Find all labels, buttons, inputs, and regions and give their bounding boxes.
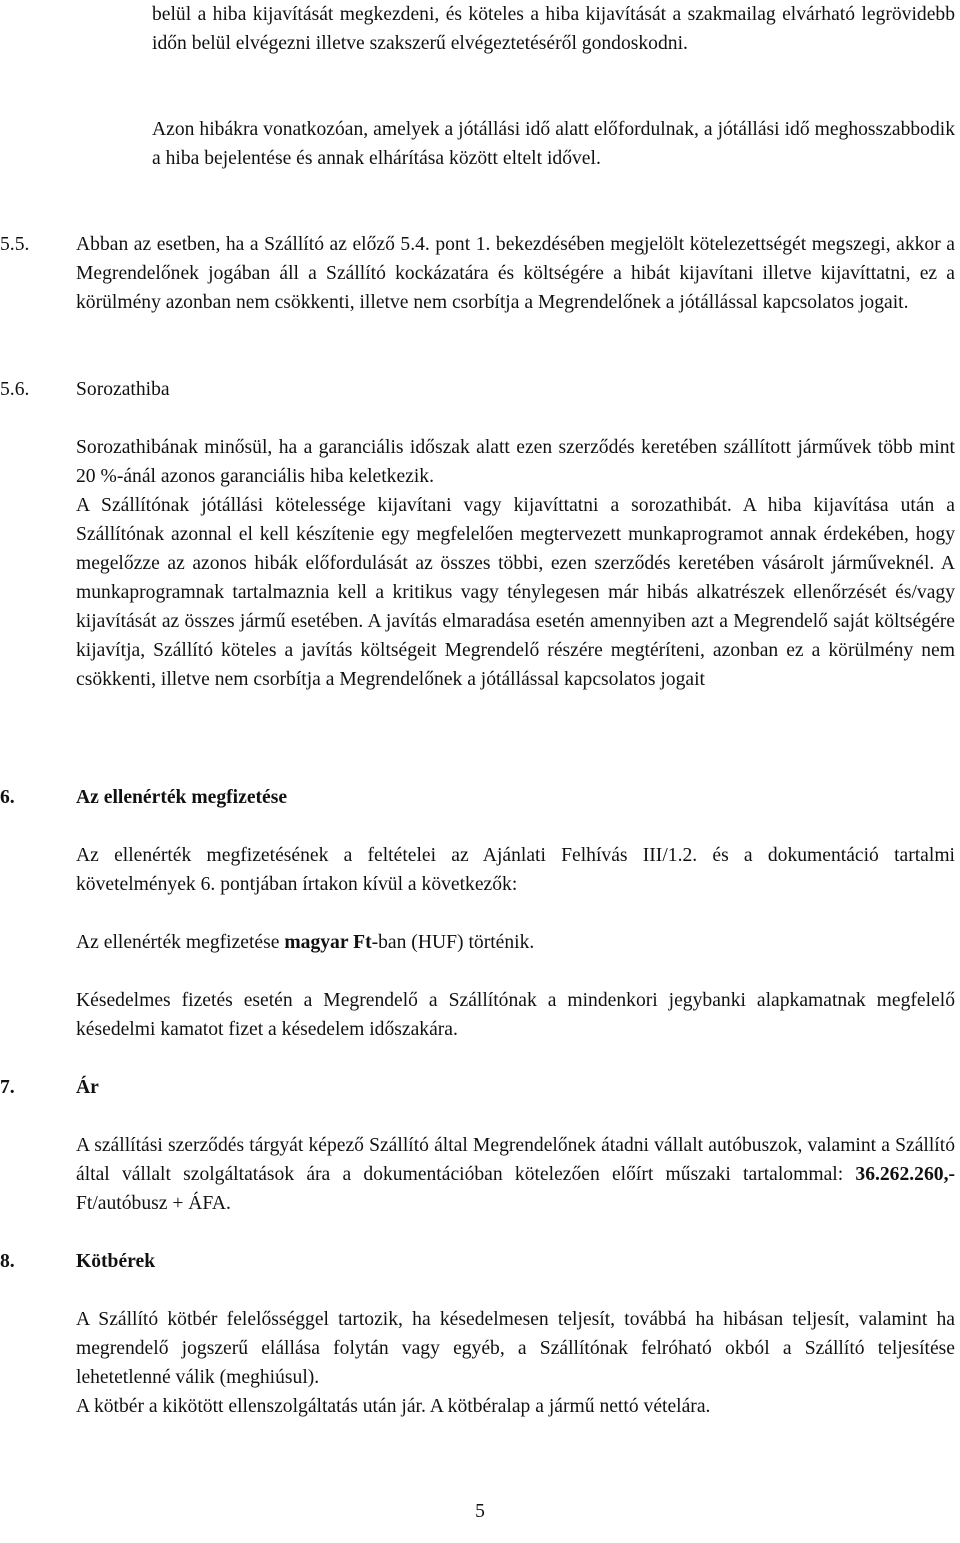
section-6-currency-bold: magyar Ft xyxy=(284,932,372,953)
section-7-heading xyxy=(0,1073,99,1102)
section-6-late-payment: Késedelmes fizetés esetén a Megrendelő a Szállítónak a mindenkori jegybanki alapkamatnak megfelelő késedelmi kamatot fizet a késedelem időszakára. xyxy=(76,990,955,1040)
section-5-6-title: Sorozathiba xyxy=(76,379,170,400)
section-5-6-number: 5.6. xyxy=(0,379,30,400)
section-6-heading xyxy=(0,783,287,812)
section-5-6-definition: Sorozathibának minősül, ha a garanciális időszak alatt ezen szerződés keretében szállított járművek több mint 20 %-ánál azonos garanciális hiba keletkezik. xyxy=(76,437,955,487)
section-7-number: 7. xyxy=(0,1077,15,1098)
section-6-currency xyxy=(76,928,955,957)
section-7-price-post: Ft/autóbusz + ÁFA. xyxy=(76,1193,231,1214)
section-8-heading xyxy=(0,1247,155,1276)
section-6-number: 6. xyxy=(0,787,15,808)
section-5-5-number: 5.5. xyxy=(0,234,30,255)
section-8-penalty-base: A kötbér a kikötött ellenszolgáltatás után jár. A kötbéralap a jármű nettó vételára. xyxy=(76,1396,711,1417)
section-6-conditions: Az ellenérték megfizetésének a feltételei az Ajánlati Felhívás III/1.2. és a dokumentáció tartalmi követelmények 6. pontjában írtakon kívül a következők: xyxy=(76,845,955,895)
section-6-title: Az ellenérték megfizetése xyxy=(76,787,288,808)
section-7-price xyxy=(76,1131,955,1218)
paragraph-warranty-extension: Azon hibákra vonatkozóan, amelyek a jótállási idő alatt előfordulnak, a jótállási idő meghosszabbodik a hiba bejelentése és annak elhárítása között eltelt idővel. xyxy=(152,119,955,169)
section-6-currency-pre: Az ellenérték megfizetése xyxy=(76,932,285,953)
page-number: 5 xyxy=(475,1501,485,1522)
section-8-title: Kötbérek xyxy=(76,1251,156,1272)
section-8-liability: A Szállító kötbér felelősséggel tartozik, ha késedelmesen teljesít, továbbá ha hibásan teljesít, valamint ha megrendelő jogszerű elállása folytán vagy egyéb, a Szállítónak felróható okból a Szállító teljesítése lehetetlenné válik (meghiúsul). xyxy=(76,1309,955,1388)
paragraph-continuation: belül a hiba kijavítását megkezdeni, és köteles a hiba kijavítását a szakmailag elvárható legrövidebb időn belül elvégezni illetve szakszerű elvégeztetéséről gondoskodni. xyxy=(152,4,955,54)
section-5-5-text: Abban az esetben, ha a Szállító az előző 5.4. pont 1. bekezdésében megjelölt kötelezettségét megszegi, akkor a Megrendelőnek jogában áll a Szállító kockázatára és költségére a hibát kijavítani illetve kijavíttatni, ez a körülmény azonban nem csökkenti, illetve nem csorbítja a Megrendelőnek a jótállással kapcsolatos jogait. xyxy=(76,234,955,313)
section-8-number: 8. xyxy=(0,1251,15,1272)
section-6-currency-post: -ban (HUF) történik. xyxy=(371,932,535,953)
section-7-price-pre: A szállítási szerződés tárgyát képező Szállító által Megrendelőnek átadni vállalt autóbuszok, valamint a Szállító által vállalt szolgáltatások ára a dokumentációban kötelezően előírt műszaki tartalommal: xyxy=(76,1135,955,1185)
section-7-price-amount: 36.262.260,- xyxy=(855,1164,955,1185)
section-5-6-obligation: A Szállítónak jótállási kötelessége kijavítani vagy kijavíttatni a sorozathibát. A hiba kijavítása után a Szállítónak azonnal el kell készítenie egy megfelelően megtervezett munkaprogramot annak érdekében, hogy megelőzze az azonos hibák előfordulását az összes többi, ezen szerződés keretében vásárolt járműveknél. A munkaprogramnak tartalmaznia kell a kritikus vagy ténylegesen már hibás alkatrészek ellenőrzését és/vagy kijavítását az összes jármű esetében. A javítás elmaradása esetén amennyiben azt a Megrendelő saját költségére kijavítja, Szállító köteles a javítás költségeit Megrendelő részére megtéríteni, azonban ez a körülmény nem csökkenti, illetve nem csorbítja a Megrendelőnek a jótállással kapcsolatos jogait xyxy=(76,495,955,690)
section-7-title: Ár xyxy=(76,1077,99,1098)
